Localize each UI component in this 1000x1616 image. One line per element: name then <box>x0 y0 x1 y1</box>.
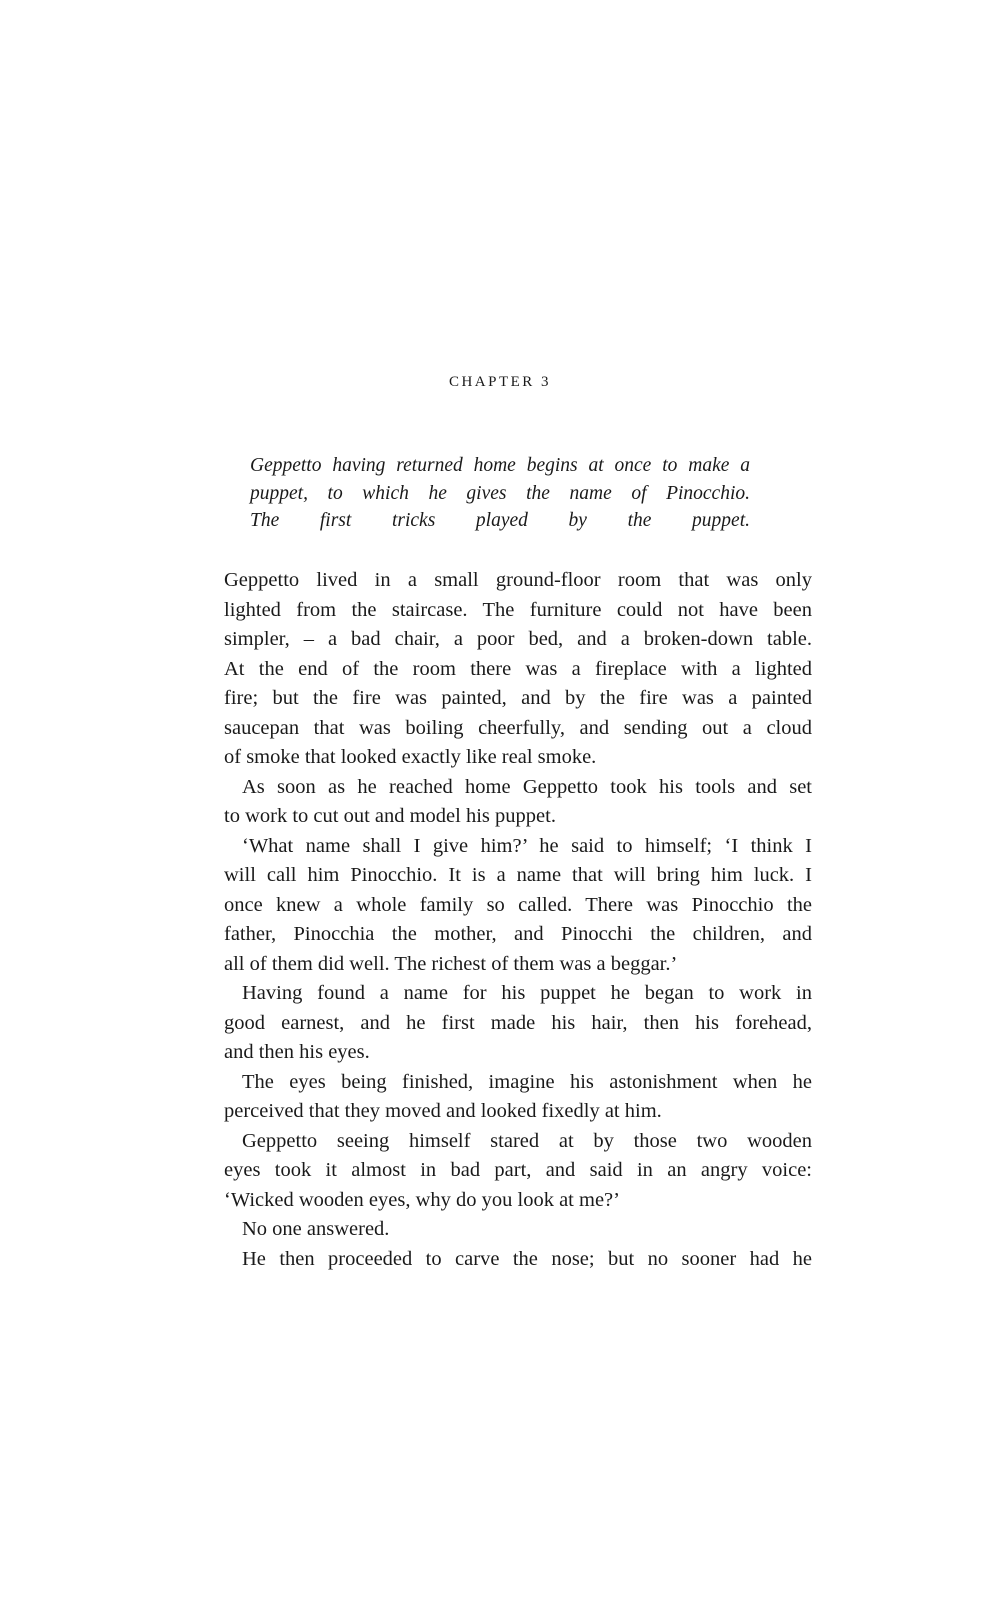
text-line: fire; but the fire was painted, and by the fire was a painted <box>224 687 812 709</box>
text-line: No one answered. <box>242 1218 390 1240</box>
text-line: and then his eyes. <box>224 1041 370 1063</box>
text-line: ‘What name shall I give him?’ he said to himself; ‘I think I <box>242 834 812 857</box>
text-line: father, Pinocchia the mother, and Pinocchi the children, and <box>224 923 812 945</box>
summary-line: Geppetto having returned home begins at once to make a <box>250 455 750 476</box>
text-line: will call him Pinocchio. It is a name that will bring him luck. I <box>224 864 812 886</box>
text-line: good earnest, and he first made his hair, then his forehead, <box>224 1011 812 1034</box>
text-line: Geppetto seeing himself stared at by those two wooden <box>242 1129 812 1152</box>
paragraph <box>224 1215 812 1245</box>
paragraph <box>224 832 812 980</box>
text-line: He then proceeded to carve the nose; but no sooner had he <box>242 1247 812 1270</box>
chapter-body-text <box>224 566 812 1274</box>
text-line: all of them did well. The richest of them was a beggar.’ <box>224 952 678 975</box>
text-line: simpler, – a bad chair, a poor bed, and a broken-down table. <box>224 628 812 650</box>
text-line: eyes took it almost in bad part, and said in an angry voice: <box>224 1159 812 1181</box>
chapter-heading: CHAPTER 3 <box>448 374 552 390</box>
paragraph <box>224 1068 812 1127</box>
text-line: lighted from the staircase. The furniture could not have been <box>224 598 812 621</box>
paragraph <box>224 1245 812 1275</box>
text-line: As soon as he reached home Geppetto took his tools and set <box>242 775 812 798</box>
text-line: Geppetto lived in a small ground-floor room that was only <box>224 569 812 591</box>
paragraph <box>224 979 812 1068</box>
text-line: saucepan that was boiling cheerfully, and sending out a cloud <box>224 716 812 739</box>
text-line: At the end of the room there was a fireplace with a lighted <box>224 657 812 680</box>
text-line: The eyes being finished, imagine his astonishment when he <box>242 1070 812 1093</box>
text-line: perceived that they moved and looked fixedly at him. <box>224 1100 662 1122</box>
summary-line: puppet, to which he gives the name of Pinocchio. <box>250 482 750 504</box>
paragraph <box>224 773 812 832</box>
chapter-summary <box>250 452 750 535</box>
text-line: Having found a name for his puppet he began to work in <box>242 982 812 1004</box>
text-line: once knew a whole family so called. There was Pinocchio the <box>224 893 812 916</box>
summary-line: The first tricks played by the puppet. <box>250 510 750 531</box>
paragraph <box>224 566 812 773</box>
text-line: of smoke that looked exactly like real smoke. <box>224 746 597 768</box>
text-line: ‘Wicked wooden eyes, why do you look at me?’ <box>224 1188 620 1211</box>
text-line: to work to cut out and model his puppet. <box>224 805 556 827</box>
paragraph <box>224 1127 812 1216</box>
